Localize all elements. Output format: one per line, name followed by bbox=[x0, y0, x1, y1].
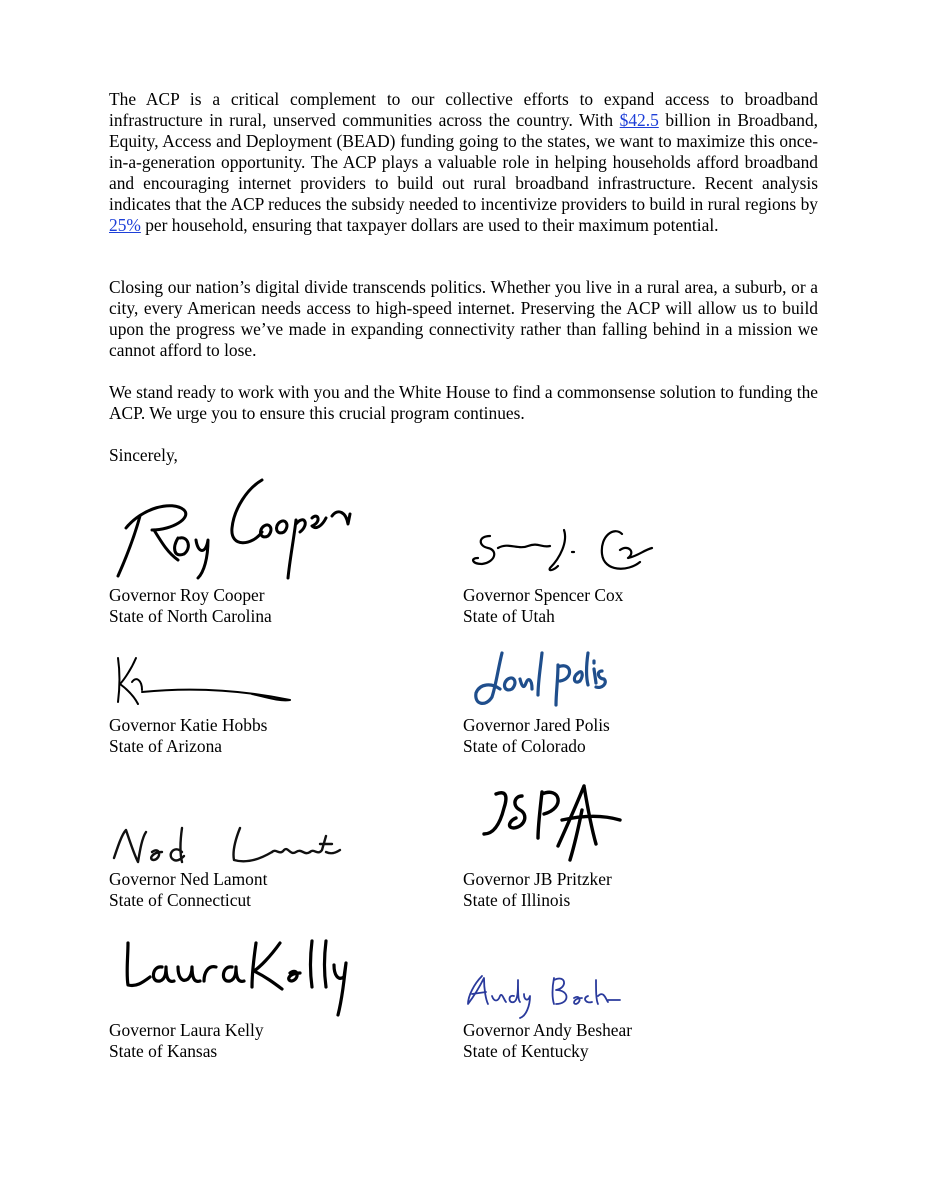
paragraph-text: billion in Broadband, Equity, Access and Deployment (BEAD) funding going to the states, we want to maximize this once-in-a-generation opportunity. The ACP plays a valuable role in helping households afford broadband and encouraging internet providers to build out rural broadband infrastructure. Recent analysis indicates that the ACP reduces the subsidy needed to incentivize providers to build in rural regions by bbox=[109, 110, 818, 214]
signatory-state: State of North Carolina bbox=[109, 606, 272, 626]
signature-spencer-cox bbox=[468, 522, 658, 582]
inline-link[interactable]: 25% bbox=[109, 215, 141, 235]
signatory-title: Governor Jared Polis bbox=[463, 715, 610, 735]
closing-salutation: Sincerely, bbox=[109, 445, 178, 465]
paragraph-text: Closing our nation’s digital divide transcends politics. Whether you live in a rural area, a suburb, or a city, every American needs access to high-speed internet. Preserving the ACP will allow us to build upon the progress we’ve made in expanding connectivity rather than falling behind in a mission we cannot afford to lose. bbox=[109, 277, 818, 360]
signatory-state: State of Kansas bbox=[109, 1041, 218, 1061]
signature-roy-cooper bbox=[112, 468, 357, 583]
signatory-state: State of Connecticut bbox=[109, 890, 251, 910]
signature-katie-hobbs bbox=[112, 652, 297, 708]
paragraph-text: We stand ready to work with you and the White House to find a commonsense solution to funding the ACP. We urge you to ensure this crucial program continues. bbox=[109, 382, 818, 423]
signatory-title: Governor Roy Cooper bbox=[109, 585, 265, 605]
inline-link[interactable]: $42.5 bbox=[619, 110, 659, 130]
paragraph-acp-complement bbox=[109, 89, 818, 236]
signatory-title: Governor Laura Kelly bbox=[109, 1020, 264, 1040]
signature-andy-beshear bbox=[464, 970, 624, 1020]
paragraph-ready-to-work bbox=[109, 382, 818, 424]
signature-jb-pritzker bbox=[480, 780, 630, 866]
signatory-state: State of Utah bbox=[463, 606, 555, 626]
signature-laura-kelly bbox=[120, 937, 355, 1019]
signatory-title: Governor Spencer Cox bbox=[463, 585, 624, 605]
signature-ned-lamont bbox=[112, 822, 342, 868]
signature-jared-polis bbox=[472, 643, 612, 713]
signatory-state: State of Illinois bbox=[463, 890, 571, 910]
paragraph-digital-divide bbox=[109, 277, 818, 361]
paragraph-text: The ACP is a critical complement to our collective efforts to expand access to broadband infrastructure in rural, unserved communities across the country. With bbox=[109, 89, 818, 130]
signatory-state: State of Arizona bbox=[109, 736, 223, 756]
signatory-title: Governor JB Pritzker bbox=[463, 869, 612, 889]
signatory-state: State of Kentucky bbox=[463, 1041, 589, 1061]
signatory-title: Governor Ned Lamont bbox=[109, 869, 268, 889]
paragraph-text: per household, ensuring that taxpayer dollars are used to their maximum potential. bbox=[140, 215, 719, 235]
signatory-title: Governor Andy Beshear bbox=[463, 1020, 633, 1040]
signatory-title: Governor Katie Hobbs bbox=[109, 715, 268, 735]
signatory-state: State of Colorado bbox=[463, 736, 586, 756]
